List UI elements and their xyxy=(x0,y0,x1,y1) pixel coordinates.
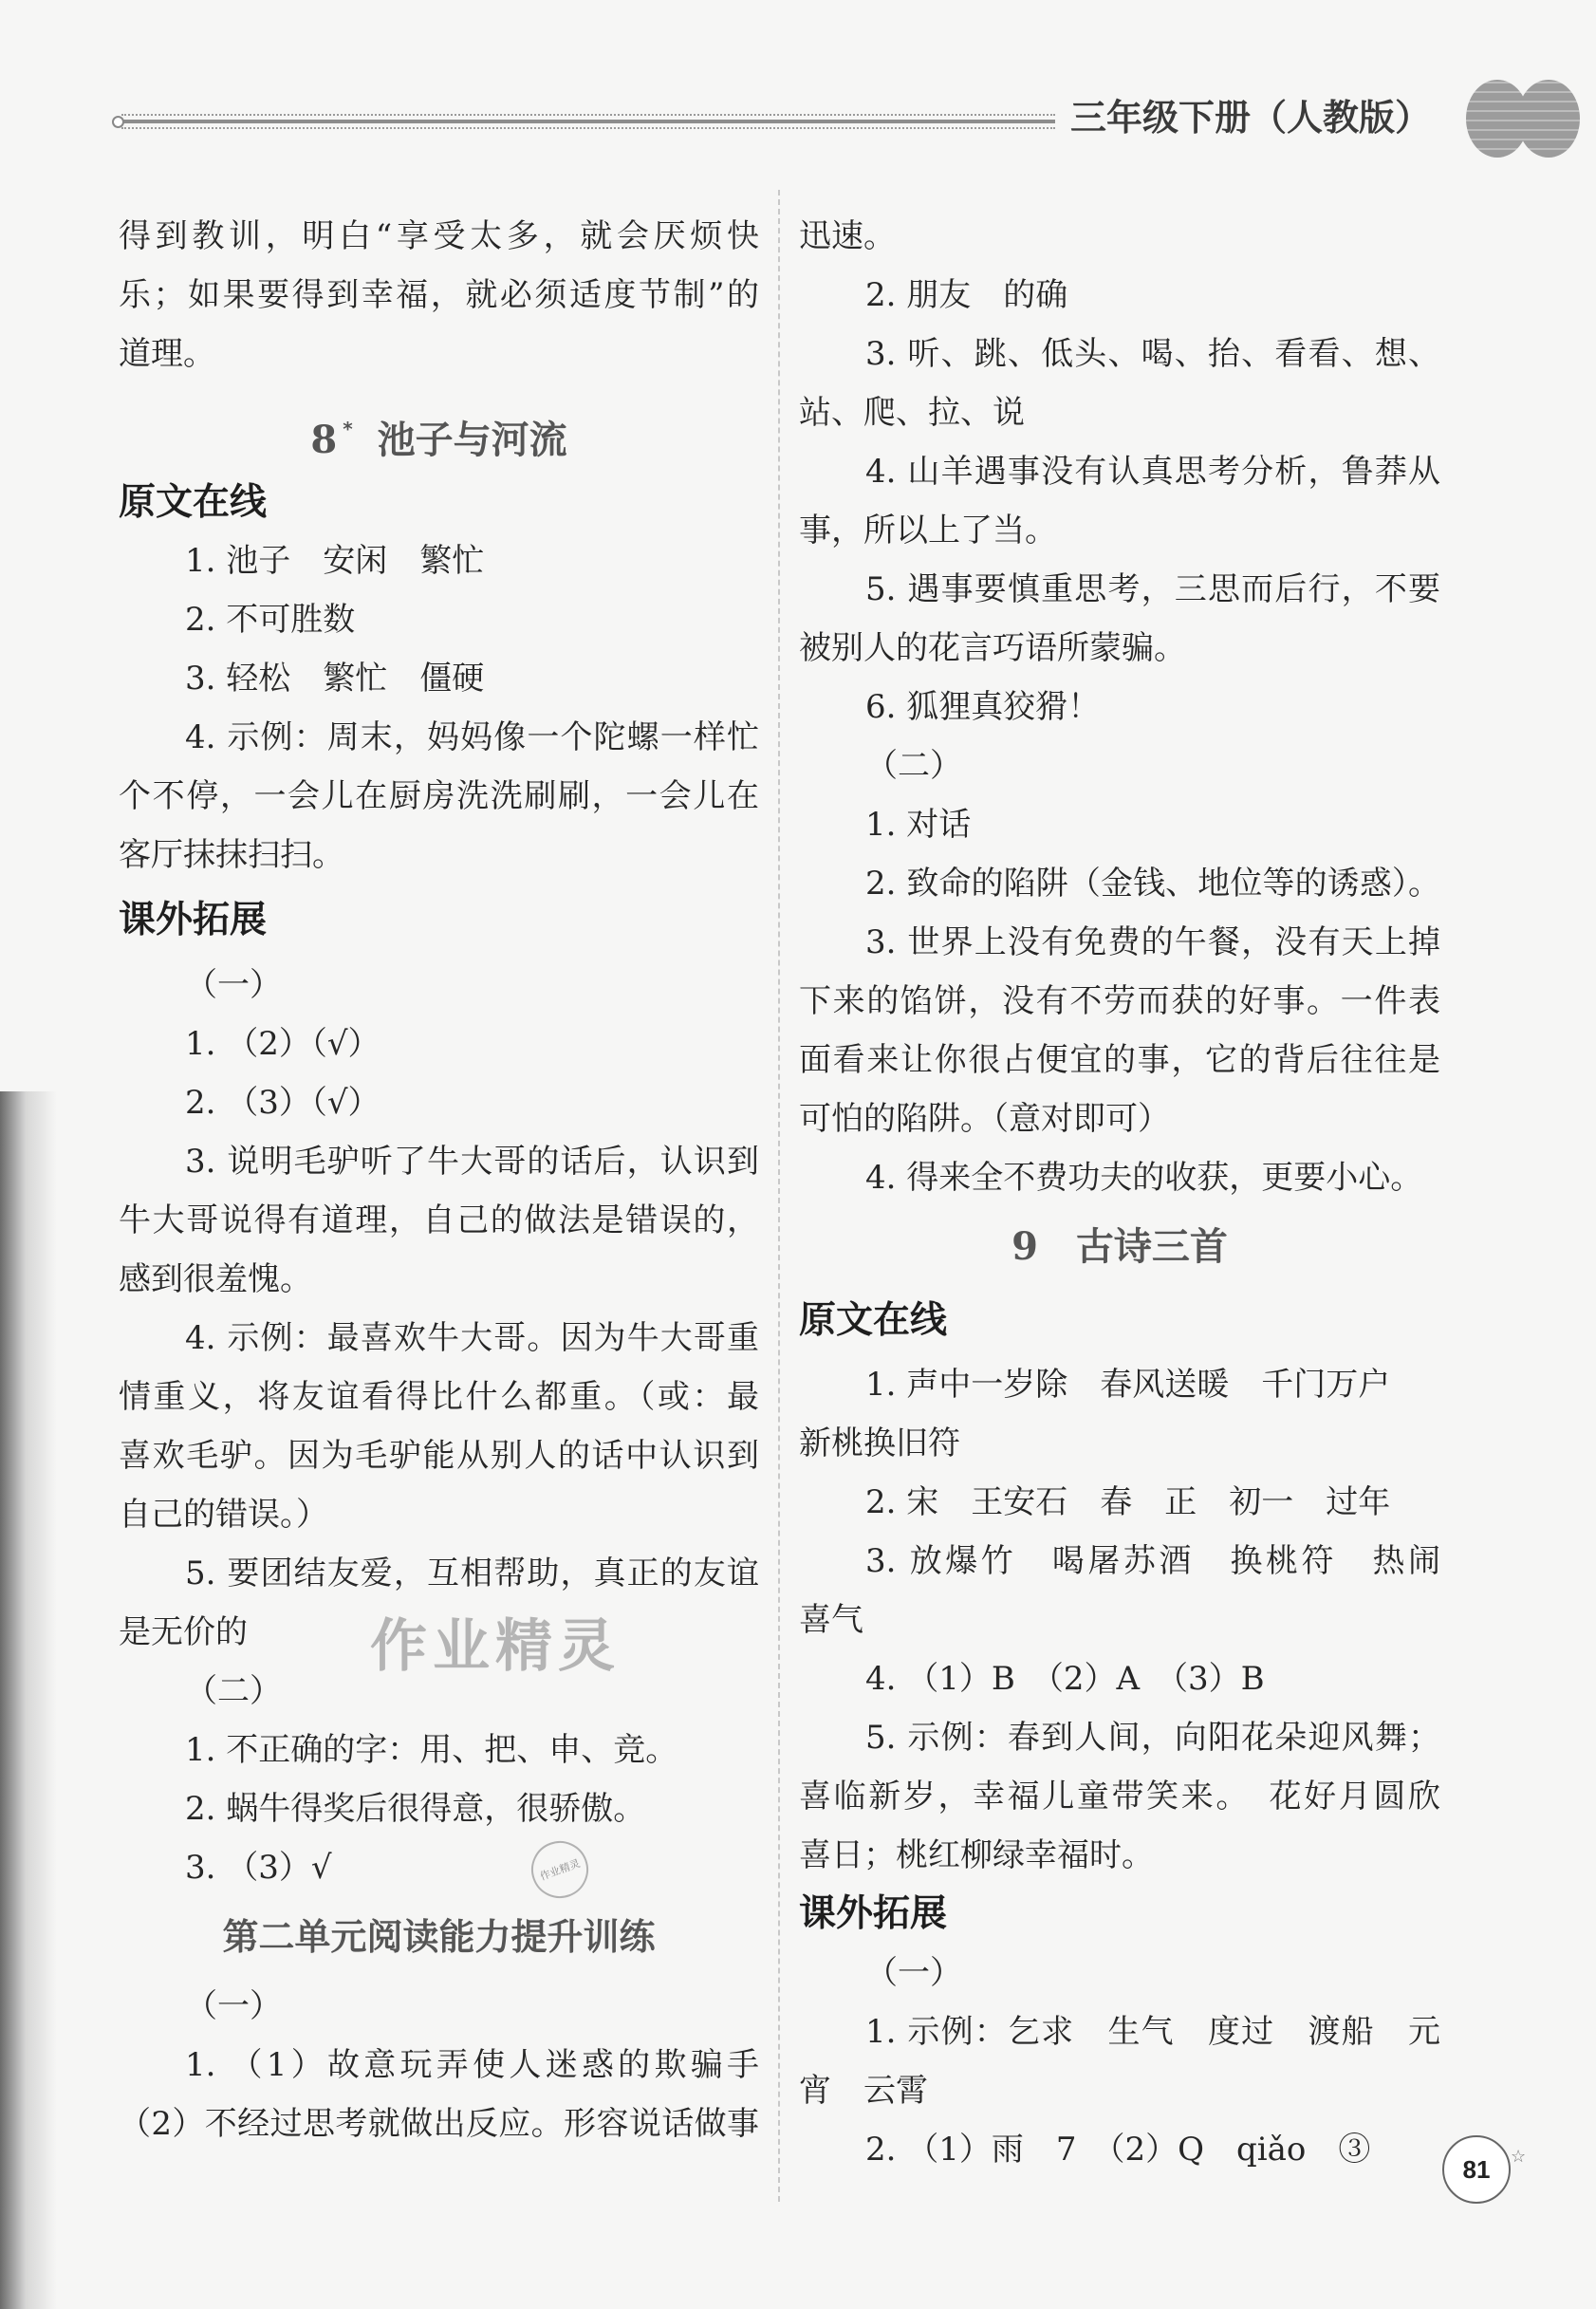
left-column xyxy=(119,207,759,2153)
text-line: 1. 池子 安闲 繁忙 xyxy=(185,542,485,580)
text-line: 1. 示例：乞求 生气 度过 渡船 元 xyxy=(865,2013,1440,2051)
text-line: 1. 对话 xyxy=(865,806,972,844)
text-line: 是无价的 xyxy=(119,1613,248,1651)
chapter-title xyxy=(119,383,759,475)
text-line: 喜日；桃红柳绿幸福时。 xyxy=(799,1836,1154,1874)
text-line: 2. 朋友 的确 xyxy=(865,276,1068,314)
text-line: 迅速。 xyxy=(799,217,896,255)
text-line: 得到教训，明白“享受太多，就会厌烦快 xyxy=(119,217,759,255)
text-line: 1. 声中一岁除 春风送暖 千门万户 xyxy=(865,1366,1391,1404)
text-line: 宵 云霄 xyxy=(799,2072,928,2110)
text-line: 3. （3）√ xyxy=(185,1849,332,1887)
chapter-name: 池子与河流 xyxy=(377,419,567,462)
chapter-name: 古诗三首 xyxy=(1075,1225,1228,1269)
text-line: （一） xyxy=(185,966,282,1004)
text-line: 情重义，将友谊看得比什么都重。（或：最 xyxy=(119,1378,759,1416)
text-line: 下来的馅饼，没有不劳而获的好事。一件表 xyxy=(799,982,1440,1020)
text-line: （一） xyxy=(185,1987,282,2025)
text-line: （一） xyxy=(865,1954,962,1992)
right-column xyxy=(799,207,1440,2179)
text-line: 4. 示例：最喜欢牛大哥。因为牛大哥重 xyxy=(185,1319,759,1357)
text-line: 被别人的花言巧语所蒙骗。 xyxy=(799,629,1186,667)
text-line: 5. 遇事要慎重思考，三思而后行，不要 xyxy=(865,570,1440,608)
text-line: 喜欢毛驴。因为毛驴能从别人的话中认识到 xyxy=(119,1437,759,1475)
text-line: 喜气 xyxy=(799,1601,863,1639)
chapter-mark: * xyxy=(343,418,353,440)
text-line: 1. （2）（√） xyxy=(185,1025,380,1063)
text-line: 喜临新岁，幸福儿童带笑来。 花好月圆欣 xyxy=(799,1778,1440,1816)
text-line: 可怕的陷阱。（意对即可） xyxy=(799,1100,1170,1138)
unit-title: 第二单元阅读能力提升训练 xyxy=(222,1916,656,1958)
text-line: 事，所以上了当。 xyxy=(799,512,1057,549)
text-line: 3. 听、跳、低头、喝、抬、看看、想、 xyxy=(865,335,1440,373)
text-line: 2. 蜗牛得奖后很得意，很骄傲。 xyxy=(185,1790,646,1828)
text-line: 3. 世界上没有免费的午餐，没有天上掉 xyxy=(865,923,1440,961)
text-line: 客厅抹抹扫扫。 xyxy=(119,836,344,874)
text-line: 面看来让你很占便宜的事，它的背后往往是 xyxy=(799,1041,1440,1079)
text-line: （二） xyxy=(865,747,962,785)
page-edge-shadow xyxy=(0,1091,57,2309)
text-line: 感到很羞愧。 xyxy=(119,1260,312,1298)
chapter-number: 9 xyxy=(1011,1224,1038,1269)
text-line: 2. 致命的陷阱（金钱、地位等的诱惑）。 xyxy=(865,865,1440,903)
text-line: 道理。 xyxy=(119,335,215,373)
section-heading: 原文在线 xyxy=(799,1299,948,1342)
text-line: 4. （1）B （2）A （3）B xyxy=(865,1660,1265,1698)
text-line: 新桃换旧符 xyxy=(799,1425,960,1462)
watermark: 作业精灵 xyxy=(370,1613,621,1680)
text-line: （二） xyxy=(185,1672,282,1710)
text-line: 自己的错误。） xyxy=(119,1496,328,1534)
text-line: 5. 要团结友爱，互相帮助，真正的友谊 xyxy=(185,1555,759,1592)
text-line: 3. 放爆竹 喝屠苏酒 换桃符 热闹 xyxy=(865,1542,1440,1580)
text-line: （2）不经过思考就做出反应。形容说话做事 xyxy=(119,2105,759,2143)
chapter-title xyxy=(799,1207,1440,1287)
page-number: 81 xyxy=(1442,2135,1511,2204)
text-line: 4. 得来全不费功夫的收获，更要小心。 xyxy=(865,1159,1423,1197)
text-line: 3. 轻松 繁忙 僵硬 xyxy=(185,660,485,698)
text-line: 4. 示例：周末，妈妈像一个陀螺一样忙 xyxy=(185,718,759,756)
text-line: 站、爬、拉、说 xyxy=(799,394,1025,432)
header-rule xyxy=(116,112,1055,131)
text-line: 4. 山羊遇事没有认真思考分析，鲁莽从 xyxy=(865,453,1440,491)
book-title: 三年级下册（人教版） xyxy=(1070,97,1432,139)
stamp-icon: 作业精灵 xyxy=(524,1834,597,1907)
text-line: 5. 示例：春到人间，向阳花朵迎风舞； xyxy=(865,1719,1440,1757)
text-line: 3. 说明毛驴听了牛大哥的话后，认识到 xyxy=(185,1143,759,1181)
text-line: 1. 不正确的字：用、把、申、竞。 xyxy=(185,1731,678,1769)
text-line: 2. 宋 王安石 春 正 初一 过年 xyxy=(865,1483,1391,1521)
section-heading: 课外拓展 xyxy=(119,899,268,941)
text-line: 2. 不可胜数 xyxy=(185,601,356,639)
header-decoration-icon xyxy=(1466,80,1580,158)
text-line: 2. （3）（√） xyxy=(185,1084,380,1122)
section-heading: 原文在线 xyxy=(119,481,268,524)
star-icon: ☆ xyxy=(1511,2147,1527,2167)
text-line: 1. （1）故意玩弄使人迷惑的欺骗手 xyxy=(185,2046,759,2084)
text-line: 牛大哥说得有道理，自己的做法是错误的， xyxy=(119,1201,759,1239)
text-line: 6. 狐狸真狡猾！ xyxy=(865,688,1101,726)
text-line: 2. （1）雨 7 （2）Q qiǎo ③ xyxy=(865,2131,1371,2169)
chapter-number: 8 xyxy=(310,418,338,462)
text-line: 个不停，一会儿在厨房洗洗刷刷，一会儿在 xyxy=(119,777,759,815)
section-heading: 课外拓展 xyxy=(799,1892,948,1935)
column-divider xyxy=(778,190,780,2202)
text-line: 乐；如果要得到幸福，就必须适度节制”的 xyxy=(119,276,759,314)
